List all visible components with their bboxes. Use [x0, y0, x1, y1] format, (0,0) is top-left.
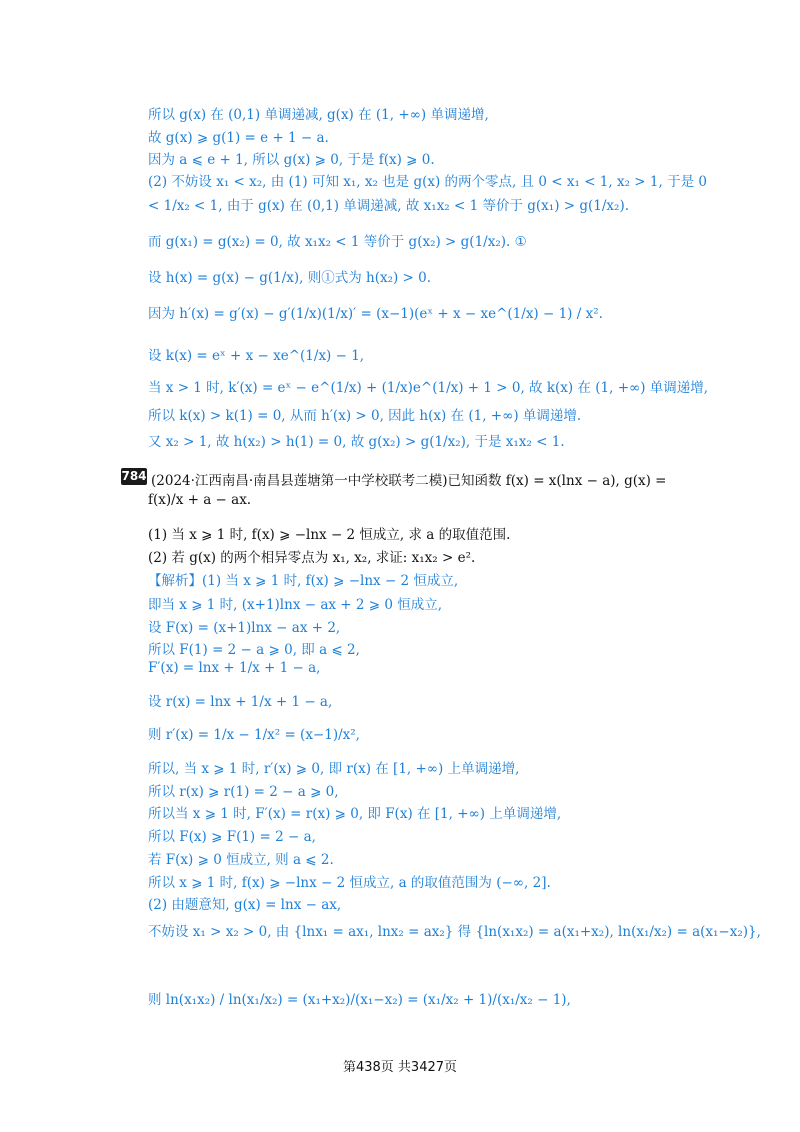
text-line: (2) 由题意知, g(x) = lnx − ax, — [148, 897, 342, 913]
text-line: 所以 k(x) > k(1) = 0, 从而 h′(x) > 0, 因此 h(x) 在 (1, +∞) 单调递增. — [148, 408, 582, 424]
text-line: 又 x₂ > 1, 故 h(x₂) > h(1) = 0, 故 g(x₂) > g(1/x₂), 于是 x₁x₂ < 1. — [148, 434, 565, 450]
text-line: 所以, 当 x ⩾ 1 时, r′(x) ⩾ 0, 即 r(x) 在 [1, +∞) 上单调递增, — [148, 761, 520, 777]
text-line: 所以 F(x) ⩾ F(1) = 2 − a, — [148, 829, 316, 845]
text-line: 则 ln(x₁x₂) / ln(x₁/x₂) = (x₁+x₂)/(x₁−x₂) = (x₁/x₂ + 1)/(x₁/x₂ − 1), — [148, 992, 571, 1008]
text-line: 因为 h′(x) = g′(x) − g′(1/x)(1/x)′ = (x−1)(eˣ + x − xe^(1/x) − 1) / x². — [148, 306, 603, 322]
text-line: 所以 r(x) ⩾ r(1) = 2 − a ⩾ 0, — [148, 784, 339, 800]
text-line: 则 r′(x) = 1/x − 1/x² = (x−1)/x², — [148, 727, 360, 743]
text-line: 所以 F(1) = 2 − a ⩾ 0, 即 a ⩽ 2, — [148, 642, 360, 658]
text-line: F′(x) = lnx + 1/x + 1 − a, — [148, 660, 321, 676]
text-line: 故 g(x) ⩾ g(1) = e + 1 − a. — [148, 130, 329, 146]
page-footer: 第438页 共3427页 — [342, 1060, 458, 1075]
text-line: (2) 若 g(x) 的两个相异零点为 x₁, x₂, 求证: x₁x₂ > e². — [148, 550, 476, 566]
text-line: 当 x > 1 时, k′(x) = eˣ − e^(1/x) + (1/x)e^(1/x) + 1 > 0, 故 k(x) 在 (1, +∞) 单调递增, — [148, 380, 709, 396]
text-line: 设 r(x) = lnx + 1/x + 1 − a, — [148, 694, 333, 710]
text-line: 而 g(x₁) = g(x₂) = 0, 故 x₁x₂ < 1 等价于 g(x₂) > g(1/x₂). ① — [148, 234, 527, 250]
text-line: 设 F(x) = (x+1)lnx − ax + 2, — [148, 620, 341, 636]
text-line: 【解析】(1) 当 x ⩾ 1 时, f(x) ⩾ −lnx − 2 恒成立, — [148, 573, 459, 589]
text-line: 所以 x ⩾ 1 时, f(x) ⩾ −lnx − 2 恒成立, a 的取值范围为 (−∞, 2]. — [148, 875, 551, 891]
text-line: f(x)/x + a − ax. — [148, 492, 252, 508]
text-line: (2024·江西南昌·南昌县莲塘第一中学校联考二模)已知函数 f(x) = x(lnx − a), g(x) = — [151, 473, 667, 489]
text-line: 即当 x ⩾ 1 时, (x+1)lnx − ax + 2 ⩾ 0 恒成立, — [148, 597, 443, 613]
text-line: 若 F(x) ⩾ 0 恒成立, 则 a ⩽ 2. — [148, 852, 334, 868]
text-line: < 1/x₂ < 1, 由于 g(x) 在 (0,1) 单调递减, 故 x₁x₂ < 1 等价于 g(x₁) > g(1/x₂). — [148, 198, 630, 214]
text-line: (1) 当 x ⩾ 1 时, f(x) ⩾ −lnx − 2 恒成立, 求 a 的取值范围. — [148, 527, 511, 543]
text-line: 设 k(x) = eˣ + x − xe^(1/x) − 1, — [148, 348, 365, 364]
text-line: 所以 g(x) 在 (0,1) 单调递减, g(x) 在 (1, +∞) 单调递增, — [148, 107, 489, 123]
text-line: (2) 不妨设 x₁ < x₂, 由 (1) 可知 x₁, x₂ 也是 g(x) 的两个零点, 且 0 < x₁ < 1, x₂ > 1, 于是 0 — [148, 174, 707, 190]
text-line: 不妨设 x₁ > x₂ > 0, 由 {lnx₁ = ax₁, lnx₂ = ax₂} 得 {ln(x₁x₂) = a(x₁+x₂), ln(x₁/x₂) = a(x₁−x₂)}, — [148, 924, 761, 940]
text-line: 因为 a ⩽ e + 1, 所以 g(x) ⩾ 0, 于是 f(x) ⩾ 0. — [148, 152, 435, 168]
text-line: 所以当 x ⩾ 1 时, F′(x) = r(x) ⩾ 0, 即 F(x) 在 [1, +∞) 上单调递增, — [148, 806, 562, 822]
text-line: 设 h(x) = g(x) − g(1/x), 则①式为 h(x₂) > 0. — [148, 270, 432, 286]
problem-number-badge: 784 — [121, 469, 147, 483]
